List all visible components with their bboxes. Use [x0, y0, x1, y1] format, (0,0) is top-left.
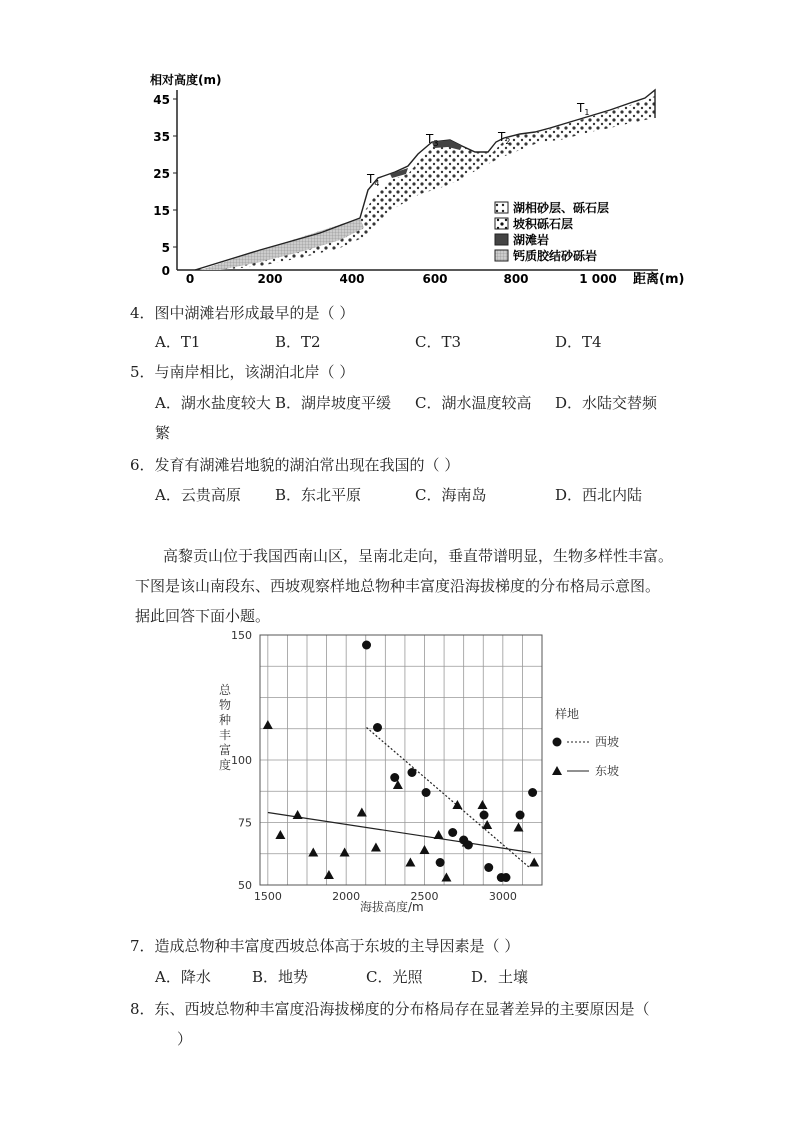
x-tick-2500: 2500: [410, 890, 439, 903]
x-tick-200: 200: [257, 272, 283, 286]
point-east: [340, 848, 350, 857]
point-west: [516, 811, 525, 820]
terrace-t2-label: $T_2$: [498, 130, 511, 146]
x-tick-800: 800: [503, 272, 529, 286]
y-tick-5: 5: [161, 241, 170, 255]
q5-option-d: D．水陆交替频: [555, 394, 658, 412]
point-west: [480, 811, 489, 820]
q6-option-c: C．海南岛: [415, 486, 487, 504]
q4-option-d: D．T4: [555, 333, 602, 351]
y-tick-50: 50: [238, 879, 252, 892]
point-east: [308, 848, 318, 857]
point-east: [452, 800, 462, 809]
point-west: [501, 873, 510, 882]
q5-option-b: B．湖岸坡度平缓: [275, 394, 392, 412]
point-west: [436, 858, 445, 867]
legend-west-label: 西坡: [595, 735, 620, 749]
q4-option-a: A．T1: [155, 333, 201, 351]
point-west: [373, 723, 382, 732]
x-tick-3000: 3000: [488, 890, 517, 903]
x-tick-1500: 1500: [253, 890, 282, 903]
terrace-t1-label: $T_1$: [577, 101, 590, 117]
trend-line-west: [367, 728, 530, 868]
species-richness-chart: [205, 630, 635, 920]
q6-option-b: B．东北平原: [275, 486, 362, 504]
q7-option-d: D．土壤: [471, 968, 529, 986]
q6-option-a: A．云贵高原: [155, 486, 241, 504]
legend-item-4: 钙质胶结砂砾岩: [513, 249, 598, 263]
point-west: [422, 788, 431, 797]
gravel-layer: [200, 96, 655, 270]
point-east: [434, 830, 444, 839]
legend-item-1: 湖相砂层、砾石层: [513, 201, 610, 215]
q7-option-b: B．地势: [252, 968, 309, 986]
y-axis-label: 相对高度(m): [150, 73, 222, 87]
question-5-stem: 5．与南岸相比，该湖泊北岸（ ）: [130, 363, 355, 381]
point-west: [362, 641, 371, 650]
data-markers: [263, 641, 539, 883]
y-tick-0: 0: [161, 264, 170, 278]
x-tick-400: 400: [339, 272, 365, 286]
question-4-stem: 4．图中湖滩岩形成最早的是（ ）: [130, 304, 355, 322]
chart2-legend: [552, 706, 619, 778]
point-east: [529, 858, 539, 867]
point-west: [484, 863, 493, 872]
q4-option-b: B．T2: [275, 333, 321, 351]
y-tick-45: 45: [153, 93, 170, 107]
point-east: [514, 823, 524, 832]
chart1-legend: [495, 200, 609, 263]
y-tick-75: 75: [238, 816, 252, 830]
passage-line-1: 高黎贡山位于我国西南山区，呈南北走向，垂直带谱明显，生物多样性丰富。: [163, 547, 674, 565]
legend-item-3: 湖滩岩: [513, 233, 550, 247]
x-tick-1000: 1 000: [579, 272, 617, 286]
y-tick-150: 150: [231, 630, 252, 642]
q5-option-d-wrap: 繁: [155, 424, 171, 442]
question-8-wrap: ）: [177, 1030, 193, 1048]
passage-line-2: 下图是该山南段东、西坡观察样地总物种丰富度沿海拔梯度的分布格局示意图。: [135, 577, 661, 595]
legend-item-2: 坡积砾石层: [513, 217, 574, 231]
terrace-t4-label: $T_4$: [367, 172, 380, 188]
terrace-t3-label: $T_3$: [426, 132, 439, 148]
y-tick-labels: [153, 93, 170, 278]
x-tick-labels: [186, 272, 617, 286]
point-east: [482, 820, 492, 829]
q7-option-c: C．光照: [366, 968, 423, 986]
legend-title: 样地: [555, 707, 580, 721]
x-tick-2000: 2000: [332, 890, 361, 903]
lake-profile-chart: [140, 70, 700, 290]
q5-option-c: C．湖水温度较高: [415, 394, 532, 412]
point-east: [263, 720, 273, 729]
point-west: [407, 768, 416, 777]
x-axis-label: 海拔高度/m: [360, 900, 424, 914]
point-east: [324, 870, 334, 879]
q5-option-a: A．湖水盐度较大: [155, 394, 271, 412]
point-east: [477, 800, 487, 809]
y-tick-25: 25: [153, 167, 170, 181]
legend-east-label: 东坡: [595, 764, 620, 778]
question-7-stem: 7．造成总物种丰富度西坡总体高于东坡的主导因素是（ ）: [130, 937, 520, 955]
x-tick-600: 600: [422, 272, 448, 286]
question-6-stem: 6．发育有湖滩岩地貌的湖泊常出现在我国的（ ）: [130, 456, 460, 474]
y-tick-35: 35: [153, 130, 170, 144]
legend-east-marker: [552, 766, 562, 775]
point-west: [448, 828, 457, 837]
point-east: [275, 830, 285, 839]
point-east: [441, 873, 451, 882]
q4-option-c: C．T3: [415, 333, 462, 351]
point-west: [528, 788, 537, 797]
x-axis-label: 距离(m): [633, 272, 685, 287]
y-tick-15: 15: [153, 204, 170, 218]
point-east: [357, 808, 367, 817]
y-axis-label: 总物种丰富度: [219, 683, 232, 772]
question-8-stem: 8．东、西坡总物种丰富度沿海拔梯度的分布格局存在显著差异的主要原因是（: [130, 1000, 650, 1018]
point-east: [420, 845, 430, 854]
point-east: [405, 858, 415, 867]
y-tick-labels: [231, 630, 252, 892]
legend-west-marker: [553, 738, 562, 747]
point-east: [293, 810, 303, 819]
x-tick-0: 0: [185, 272, 195, 286]
passage-line-3: 据此回答下面小题。: [135, 607, 271, 625]
q6-option-d: D．西北内陆: [555, 486, 643, 504]
point-east: [371, 843, 381, 852]
q7-option-a: A．降水: [155, 968, 211, 986]
y-tick-100: 100: [231, 754, 252, 767]
